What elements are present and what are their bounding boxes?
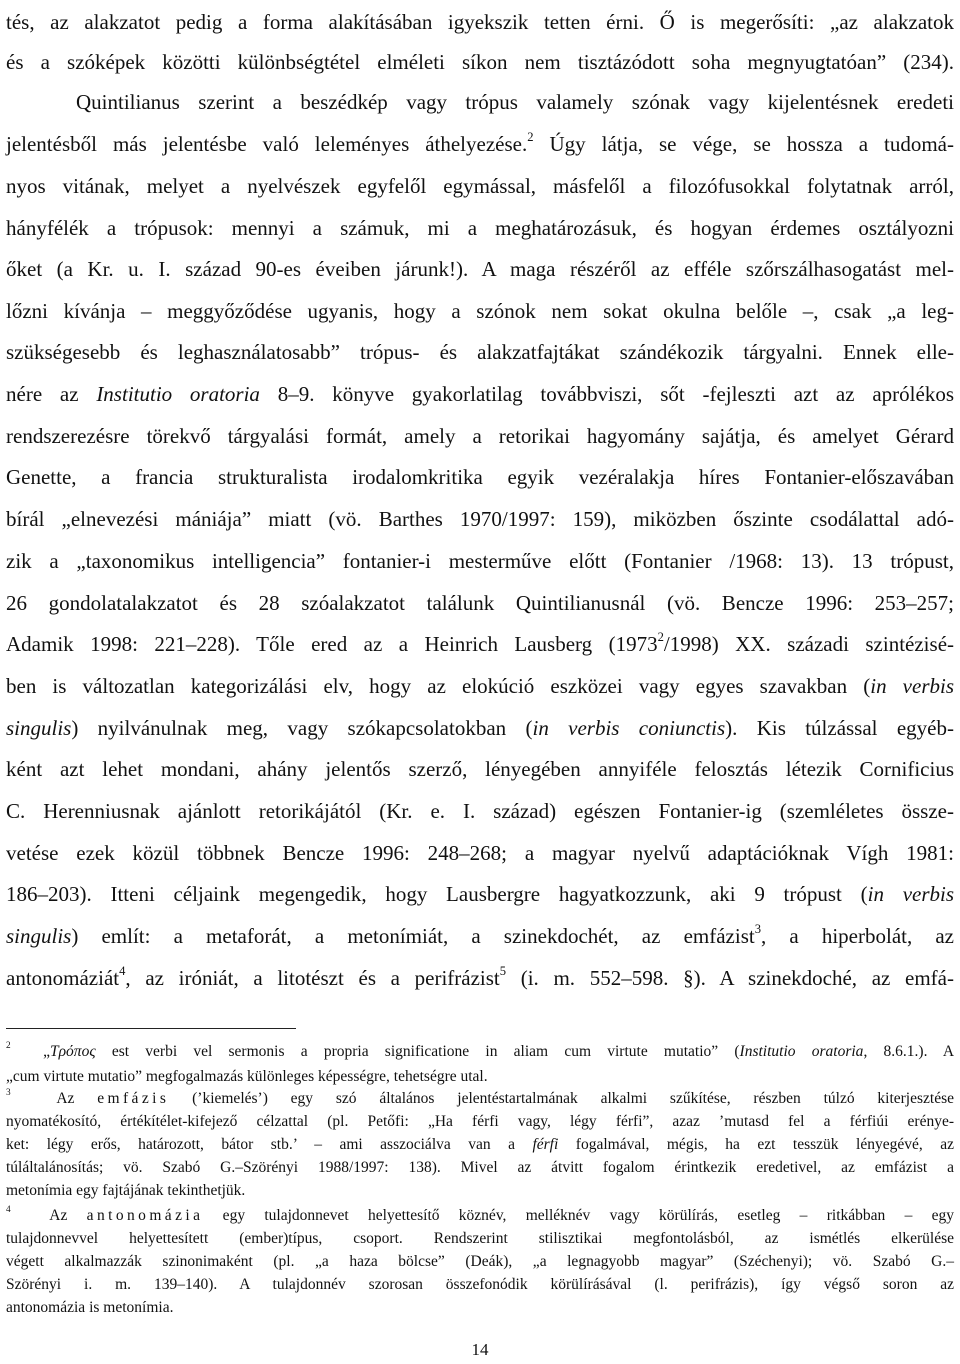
body-line: rendszerezésre törekvő tárgyalási formát, amely a retorikai hagyomány sajátja, és amelyet Gérard: [6, 424, 954, 448]
body-line: szükségesebb és leghasználatosabb” trópus- és alakzatfajtákat szándékozik tárgyalni. Ennek elle-: [6, 340, 954, 364]
book-title: Institutio oratoria: [739, 1043, 864, 1060]
body-line: Adamik 1998: 221–228). Tőle ered az a Heinrich Lausberg (1973$^2$/1998) XX. századi szintézisé-: [6, 630, 955, 656]
body-line: Genette, a francia strukturalista irodalomkritika egyik vezéralakja híres Fontanier-előszavában: [6, 465, 954, 489]
body-line: lőzni kívánja – meggyőződése ugyanis, hogy a szónok nem sokat okulna belőle –, csak „a leg-: [6, 299, 954, 323]
body-line: vetése ezek közül többnek Bencze 1996: 248–268; a magyar nyelvű adaptációknak Vígh 1981:: [6, 841, 954, 865]
body-line: ként azt lehet mondani, ahány jelentős szerző, lényegében annyiféle felosztás létezik Cornificius: [6, 757, 954, 781]
footnote-2: $^2$ „Τρόπος est verbi vel sermonis a propria significatione in aliam cum virtute mutatio” (Institutio oratoria, 8.6.1.). A: [6, 1041, 955, 1060]
footnote-number: 4: [6, 1205, 11, 1216]
latin-term: in verbis: [870, 674, 954, 698]
greek-term: Τρόπος: [50, 1043, 96, 1060]
book-title: Institutio oratoria: [96, 382, 260, 406]
body-line: ben is változatlan kategorizálási elv, hogy az elokúció eszközei vagy egyes szavakban (in verbis: [6, 674, 954, 698]
page-number: 14: [471, 1340, 489, 1359]
footnote-line: túláltalánosítás; vö. Szabó G.–Szörényi 1988/1997: 138). Mivel az átvitt fogalom érintkezik eredetivel, az emfázist a: [6, 1159, 954, 1176]
body-line: 186–203). Itteni céljaink megengedik, hogy Lausbergre hagyatkozzunk, aki 9 trópust (in verbis: [6, 882, 955, 906]
body-line: C. Herenniusnak ajánlott retorikájától (Kr. e. I. század) egészen Fontanier-ig (szemléletes össze-: [6, 799, 954, 823]
body-line: Quintilianus szerint a beszédkép vagy trópus valamely szónak vagy kijelentésnek eredeti: [76, 90, 954, 114]
footnote-line: tulajdonnevvel helyettesített (ember)típus, csoport. Rendszerint stilisztikai megfontolásból, az ismétlés elkerülése: [6, 1230, 954, 1247]
latin-term: in verbis: [867, 882, 955, 906]
footnote-number: 2: [6, 1041, 11, 1052]
latin-term: in verbis coniunctis: [532, 716, 726, 740]
footnote-ref[interactable]: 4: [119, 964, 126, 979]
footnote-line: nyomatékosító, értékítélet-kifejező célzattal (pl. Petőfi: „Ha férfi vagy, légy férfi”, azaz ’mutasd fel a férfiúi erénye-: [6, 1113, 954, 1130]
spaced-term: emfázis: [97, 1090, 170, 1107]
footnote-4: $^4$ Az antonomázia egy tulajdonnevet helyettesítő köznév, melléknév vagy körülírás, esetleg – ritkábban – egy: [6, 1205, 955, 1224]
body-line: singulis) nyilvánulnak meg, vagy szókapcsolatokban (in verbis coniunctis). Kis túlzással egyéb-: [6, 716, 954, 740]
body-line: tés, az alakzatot pedig a forma alakításában igyekszik tetten érni. Ő is megerősíti: „az alakzatok: [6, 10, 954, 34]
body-line: 26 gondolatalakzatot és 28 szóalakzatot találunk Quintilianusnál (vö. Bencze 1996: 253–257;: [6, 591, 954, 615]
footnote-number: 3: [6, 1088, 11, 1099]
footnote-3: $^3$ Az emfázis (’kiemelés’) egy szó általános jelentéstartalmának alkalmi szűkítése, részben túlzó kiterjesztése: [6, 1088, 955, 1107]
body-line: bírál „elnevezési mániája” miatt (vö. Barthes 1970/1997: 159), miközben őszinte csodálattal adó-: [6, 507, 954, 531]
footnote-line: „cum virtute mutatio” megfogalmazás különleges képességre, tehetségre utal.: [6, 1068, 488, 1085]
footnote-separator: [6, 1028, 296, 1029]
body-line: singulis) említ: a metaforát, a metonímiát, a szinekdochét, az emfázist$^3$, a hiperbolát, az: [6, 922, 954, 948]
spaced-term: antonomázia: [86, 1207, 204, 1224]
body-line: jelentésből más jelentésbe való leleményes áthelyezése.$^2$ Úgy látja, se vége, se hossza a tudomá-: [6, 130, 955, 156]
footnote-ref[interactable]: 3: [754, 922, 762, 937]
footnote-line: végett alkalmazzák szinonimaként (pl. „a haza bölcse” (Deák), „a legnagyobb magyar” (Széchenyi); vö. Szabó G.–: [6, 1253, 954, 1270]
footnote-line: antonomázia is metonímia.: [6, 1299, 174, 1316]
superscript: 2: [657, 630, 664, 645]
body-line: őket (a Kr. u. I. század 90-es éveiben járunk!). A maga részéről az efféle szőrszálhasogatást mel-: [6, 257, 954, 281]
footnote-ref[interactable]: 2: [527, 130, 534, 145]
footnote-ref[interactable]: 5: [499, 964, 507, 979]
latin-term: singulis: [6, 716, 72, 740]
footnote-line: metonímia egy fajtájának tekinthetjük.: [6, 1182, 246, 1199]
latin-term: singulis: [6, 924, 72, 948]
body-line: zik a „taxonomikus intelligencia” fontanier-i mesterműve előtt (Fontanier /1968: 13). 13 trópust,: [6, 549, 954, 573]
body-line: és a szóképek közötti különbségtétel elméleti síkon nem tisztázódott soha megnyugtatóan” (234).: [6, 50, 954, 74]
body-line: antonomáziát$^4$, az iróniát, a litotészt és a perifrázist$^5$ (i. m. 552–598. §). A szinekdoché, az emfá-: [6, 964, 954, 990]
footnote-line: ket: légy erős, határozott, bátor stb.’ – ami asszociálva van a férfi fogalmával, mégis, ha ezt tesszük lényegévé, az: [6, 1136, 954, 1153]
emphasis: férfi: [532, 1136, 559, 1153]
body-line: nyos vitának, melyet a nyelvészek egyfelől egymással, másfelől a filozófusokkal folytatnak arról,: [6, 174, 954, 198]
body-line: nére az Institutio oratoria 8–9. könyve gyakorlatilag továbbviszi, sőt -fejleszti azt az aprólékos: [6, 382, 954, 406]
footnote-line: Szörényi i. m. 139–140). A tulajdonnév szorosan összefonódik körülírásával (l. perifrázis), így végső soron az: [6, 1276, 954, 1293]
body-line: hányfélék a trópusok: mennyi a számuk, mi a meghatározásuk, és hogyan érdemes osztályozni: [6, 216, 954, 240]
